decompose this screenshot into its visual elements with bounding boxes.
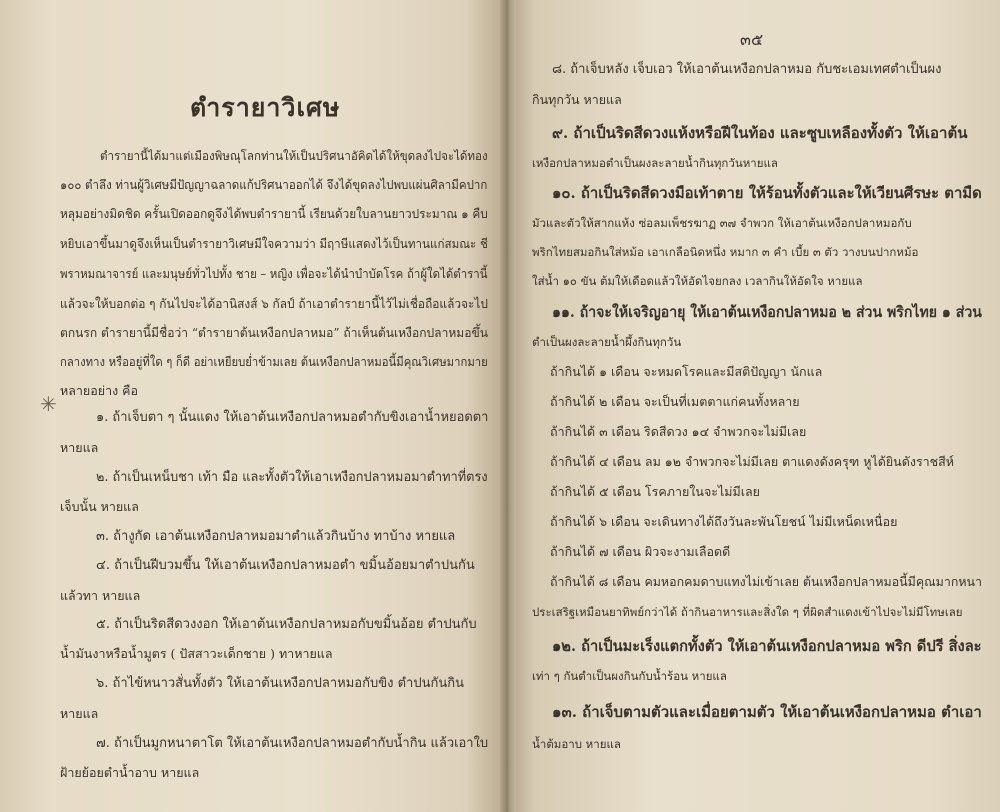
benefit-line: ถ้ากินได้ ๕ เดือน โรคภายในจะไม่มีเลย bbox=[550, 484, 761, 499]
remedy-heading-line: ๑๒. ถ้าเป็นมะเร็งแตกทั้งตัว ให้เอาต้นเหงือกปลาหมอ พริก ดีปรี สิ่งละ bbox=[552, 637, 982, 655]
benefit-line: ถ้ากินได้ ๑ เดือน จะหมดโรคและมีสติปัญญา นักแล bbox=[550, 364, 823, 379]
remedy-line: ๖. ถ้าไข้หนาวสั่นทั้งตัว ให้เอาต้นเหงือกปลาหมอกับขิง ตำปนกันกิน bbox=[96, 676, 464, 691]
remedy-line: ๑. ถ้าเจ็บตา ๆ นั้นแดง ให้เอาต้นเหงือกปลาหมอตำกับขิงเอาน้ำหยอดตา bbox=[96, 410, 489, 425]
remedy-line: น้ำมันงาหรือน้ำมูตร ( ปัสสาวะเด็กชาย ) ทาหายแล bbox=[60, 646, 333, 661]
remedy-line: แล้วทา หายแล bbox=[60, 588, 141, 603]
asterisk-mark-icon: ✳ bbox=[40, 392, 57, 416]
remedy-line: เท่า ๆ กันตำเป็นผงกินกับน้ำร้อน หายแล bbox=[532, 669, 727, 683]
page-title: ตำรายาวิเศษ bbox=[190, 93, 341, 122]
remedy-line: กินทุกวัน หายแล bbox=[532, 92, 622, 107]
remedy-line: หายแล bbox=[60, 706, 99, 721]
remedy-line: ๓. ถ้างูกัด เอาต้นเหงือกปลาหมอมาตำแล้วกินบ้าง ทาบ้าง หายแล bbox=[96, 529, 456, 544]
benefit-line: ประเสริฐเหมือนยาทิพย์กว่าได้ ถ้ากินอาหารและสิ่งใด ๆ ที่ผิดสำแดงเข้าไปจะไม่มีโทษเลย bbox=[532, 605, 963, 619]
intro-line: หลายอย่าง คือ bbox=[60, 383, 139, 398]
benefit-line: ถ้ากินได้ ๗ เดือน ผิวจะงามเลือดดี bbox=[550, 544, 731, 559]
remedy-line: ๘. ถ้าเจ็บหลัง เจ็บเอว ให้เอาต้นเหงือกปลาหมอ กับชะเอมเทศตำเป็นผง bbox=[552, 62, 942, 77]
benefit-line: ถ้ากินได้ ๖ เดือน จะเดินทางได้ถึงวันละพันโยชน์ ไม่มีเหน็ดเหนื่อย bbox=[550, 514, 898, 529]
intro-line: พราหมณาจารย์ และมนุษย์ทั่วไปทั้ง ชาย – หญิง เพื่อจะได้นำบำบัดโรค ถ้าผู้ใดได้ตำรานี้ bbox=[60, 266, 488, 281]
remedy-line: ๒. ถ้าเป็นเหน็บชา เท้า มือ และทั้งตัวให้เอาเหงือกปลาหมอมาตำทาที่ตรง bbox=[96, 470, 488, 485]
right-page bbox=[510, 0, 1000, 812]
remedy-heading-line: ๑๓. ถ้าเจ็บตามตัวและเมื่อยตามตัว ให้เอาต้นเหงือกปลาหมอ ตำเอา bbox=[552, 703, 982, 721]
remedy-line: เหงือกปลาหมอตำเป็นผงละลายน้ำกินทุกวันหายแล bbox=[532, 156, 778, 170]
remedy-line: ๕. ถ้าเป็นริดสีดวงงอก ให้เอาต้นเหงือกปลาหมอกับขมิ้นอ้อย ตำปนกับ bbox=[96, 617, 477, 632]
intro-line: ตำรายานี้ได้มาแต่เมืองพิษณุโลกท่านให้เป็นปริศนาอัคิดได้ให้ขุดลงไปจะได้ทอง bbox=[100, 149, 488, 163]
page-number: ๓๕ bbox=[740, 30, 764, 49]
remedy-line: พริกไทยสมอกินใส่หม้อ เอาเกลือนิดหนึ่ง หมาก ๓ คำ เบี้ย ๓ ตัว วางบนปากหม้อ bbox=[532, 245, 919, 259]
remedy-heading-line: ๑๑. ถ้าจะให้เจริญอายุ ให้เอาต้นเหงือกปลาหมอ ๒ ส่วน พริกไทย ๑ ส่วน bbox=[552, 303, 982, 321]
intro-line: ตกนรก ตำรายานี้มีชื่อว่า “ตำรายาต้นเหงือกปลาหมอ” ถ้าเห็นต้นเหงือกปลาหมอขึ้น bbox=[60, 325, 489, 340]
benefit-line: ถ้ากินได้ ๓ เดือน ริดสีดวง ๑๔ จำพวกจะไม่มีเลย bbox=[550, 424, 807, 439]
remedy-line: น้ำต้มอาบ หายแล bbox=[532, 737, 621, 751]
remedy-heading-line: ๙. ถ้าเป็นริดสีดวงแห้งหรือฝีในท้อง และซูบเหลืองทั้งตัว ให้เอาต้น bbox=[552, 124, 968, 142]
remedy-line: ใส่น้ำ ๑๐ ขัน ต้มให้เดือดแล้วให้อัดไจยกลง เวลากินให้อัดใจ หายแล bbox=[532, 274, 863, 288]
intro-line: หยิบเอาขึ้นมาดูจึงเห็นเป็นตำรายาวิเศษมีใจความว่า มีฤาษีแสดงไว้เป็นทานแก่สมณะ ชี bbox=[60, 236, 488, 251]
intro-line: ๑๐๐ ตำลึง ท่านผู้วิเศษมีปัญญาฉลาดแก้ปริศนาออกได้ จึงได้ขุดลงไปพบแผ่นศิลามีคปาก bbox=[60, 177, 488, 192]
remedy-line: ๔. ถ้าเป็นฝีบวมขึ้น ให้เอาต้นเหงือกปลาหมอตำ ขมิ้นอ้อยมาตำปนกัน bbox=[96, 558, 475, 573]
intro-line: หลุมอย่างมิดชิด ครั้นเปิดออกดูจึงได้พบตำรายานี้ เรียนด้วยใบลานยาวประมาณ ๑ คืบ bbox=[60, 206, 488, 221]
remedy-line: ตำเป็นผงละลายน้ำผึ้งกินทุกวัน bbox=[532, 335, 682, 349]
benefit-line: ถ้ากินได้ ๒ เดือน จะเป็นที่เมตตาแก่คนทั้งหลาย bbox=[550, 394, 800, 409]
remedy-line: ฝ้ายย้อยตำน้ำอาบ หายแล bbox=[60, 765, 200, 780]
benefit-line: ถ้ากินได้ ๔ เดือน ลม ๑๒ จำพวกจะไม่มีเลย ตาแดงดังครุฑ หูได้ยินดังราชสีห์ bbox=[550, 454, 955, 469]
remedy-line: หายแล bbox=[60, 440, 99, 455]
book-gutter bbox=[500, 0, 516, 812]
benefit-line: ถ้ากินได้ ๘ เดือน คมหอกคมดาบแทงไม่เข้าเลย ต้นเหงือกปลาหมอนี้มีคุณมากหนา bbox=[550, 574, 982, 589]
intro-line: กลางทาง หรืออยู่ที่ใด ๆ ก็ดี อย่าเหยียบย่ำข้ามเลย ต้นเหงือกปลาหมอนี้มีคุณวิเศษมากมาย bbox=[60, 354, 488, 369]
intro-line: แล้วจะให้บอกต่อ ๆ กันไปจะได้อานิสงส์ ๖ กัลป์ ถ้าเอาตำรายานี้ไว้ไม่เชื่อถือแล้วจะไป bbox=[60, 296, 488, 311]
remedy-line: ๗. ถ้าเป็นมูกหนาตาโต ให้เอาต้นเหงือกปลาหมอตำกับน้ำกิน แล้วเอาใบ bbox=[96, 736, 489, 751]
remedy-line: มัวและตัวให้สากแห้ง ซ่อลมเพ็ชรฆาฏ ๓๗ จำพวก ให้เอาต้นเหงือกปลาหมอกับ bbox=[532, 216, 912, 230]
remedy-line: เจ็บนั้น หายแล bbox=[60, 499, 139, 514]
remedy-heading-line: ๑๐. ถ้าเป็นริดสีดวงมือเท้าตาย ให้ร้อนทั้งตัวและให้เวียนศีรษะ ตามืด bbox=[552, 184, 982, 202]
